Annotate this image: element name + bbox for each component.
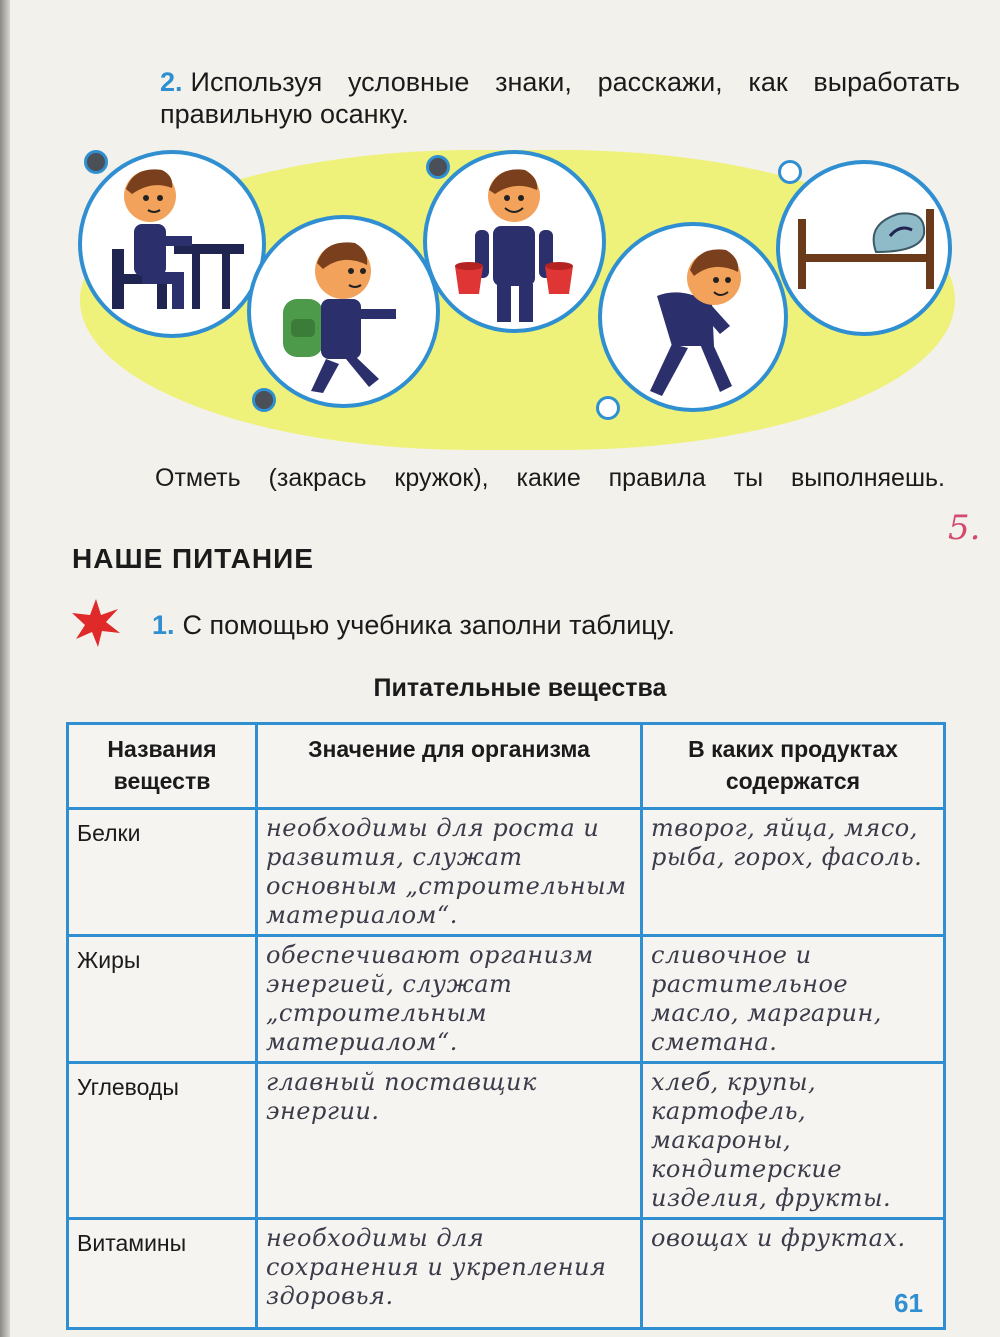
red-star-icon — [70, 597, 122, 649]
posture-rule-bed-circle — [776, 160, 952, 336]
table-row — [68, 936, 945, 1063]
row-name: Жиры — [68, 936, 257, 1063]
posture-rule-buckets-circle — [423, 150, 606, 333]
row-name: Углеводы — [68, 1063, 257, 1219]
page-number: 61 — [894, 1288, 923, 1318]
rule-2-checkbox-dot[interactable] — [252, 388, 276, 412]
rule-5-checkbox-dot[interactable] — [778, 160, 802, 184]
sitting-at-desk-icon — [82, 154, 262, 334]
bending-posture-icon — [602, 226, 784, 408]
teacher-mark: 5. — [948, 508, 981, 548]
carrying-buckets-icon — [427, 154, 602, 329]
row-meaning-handwritten[interactable]: необходимы для роста и развития, служат основным „строительным материалом“. — [257, 809, 642, 936]
header-products: В каких продуктах содержатся — [642, 724, 945, 809]
bed-with-pillow-icon — [780, 164, 948, 332]
row-products-handwritten[interactable]: овощах и фруктах. — [642, 1219, 945, 1329]
table-row — [68, 1219, 945, 1329]
page-binding-edge — [0, 0, 10, 1337]
task-1-text — [152, 610, 675, 641]
table-header-row — [68, 724, 945, 809]
backpack-walking-icon — [251, 219, 436, 404]
row-name: Белки — [68, 809, 257, 936]
task-2-instruction: Используя условные знаки, расскажи, как выработать правильную осанку. — [160, 67, 960, 129]
posture-rule-bending-circle — [598, 222, 788, 412]
row-products-handwritten[interactable]: хлеб, крупы, картофель, макароны, кондитерские изделия, фрукты. — [642, 1063, 945, 1219]
section-title: НАШЕ ПИТАНИЕ — [72, 543, 314, 574]
table-row — [68, 1063, 945, 1219]
row-products-handwritten[interactable]: сливочное и растительное масло, маргарин, сметана. — [642, 936, 945, 1063]
instruction-note: Отметь (закрась кружок), какие правила ты выполняешь. — [155, 464, 945, 492]
task-1-number: 1. — [152, 610, 175, 640]
nutrients-table — [66, 722, 946, 1330]
task-2-number: 2. — [160, 67, 183, 97]
row-meaning-handwritten[interactable]: необходимы для сохранения и укрепления здоровья. — [257, 1219, 642, 1329]
rule-3-checkbox-dot[interactable] — [426, 155, 450, 179]
table-title: Питательные вещества — [373, 674, 667, 702]
task-2-text — [160, 66, 960, 130]
task-1-instruction: С помощью учебника заполни таблицу. — [182, 610, 676, 640]
header-meaning: Значение для организма — [257, 724, 642, 809]
row-name: Витамины — [68, 1219, 257, 1329]
posture-rule-sitting-circle — [78, 150, 266, 338]
table-row — [68, 809, 945, 936]
rule-1-checkbox-dot[interactable] — [84, 150, 108, 174]
row-meaning-handwritten[interactable]: обеспечивают организм энергией, служат „строительным материалом“. — [257, 936, 642, 1063]
rule-4-checkbox-dot[interactable] — [596, 396, 620, 420]
row-meaning-handwritten[interactable]: главный поставщик энергии. — [257, 1063, 642, 1219]
posture-rule-backpack-circle — [247, 215, 440, 408]
row-products-handwritten[interactable]: творог, яйца, мясо, рыба, горох, фасоль. — [642, 809, 945, 936]
header-names: Названия веществ — [68, 724, 257, 809]
